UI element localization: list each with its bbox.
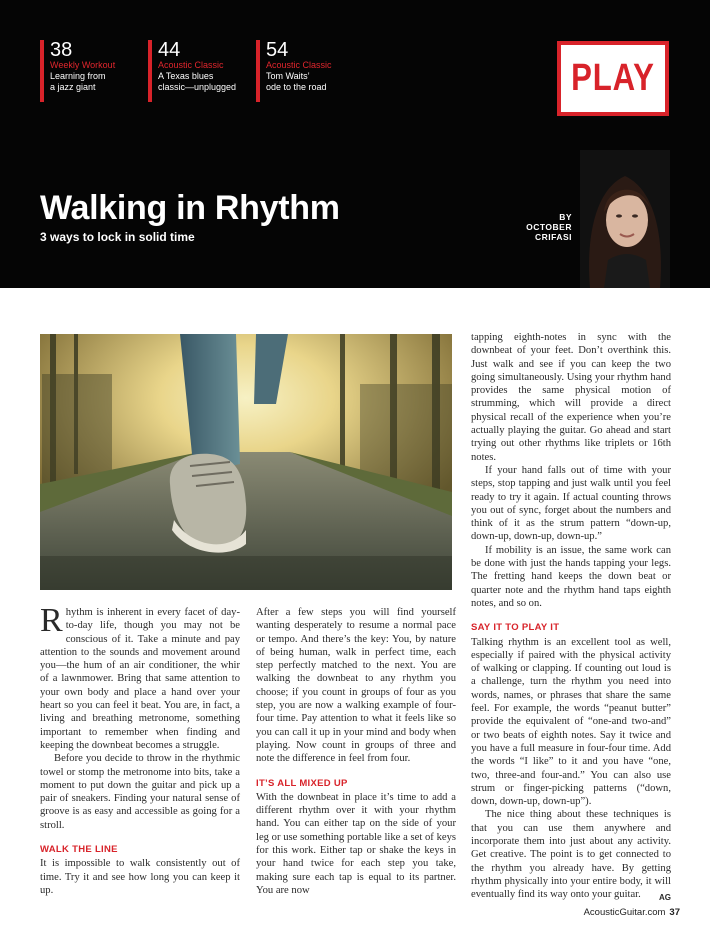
body-paragraph: [471, 808, 671, 901]
header-band: [0, 0, 710, 288]
teaser-page-number: 54: [266, 39, 289, 61]
teaser-category: Weekly Workout: [50, 60, 116, 70]
footer-site[interactable]: AcousticGuitar.com: [583, 907, 666, 918]
byline-by: BY: [559, 212, 572, 222]
author-portrait: [580, 150, 670, 288]
section-heading-its-all-mixed-up: IT’S ALL MIXED UP: [256, 777, 348, 789]
drop-cap: R: [40, 602, 63, 639]
page-number: 37: [669, 907, 680, 918]
teaser-description: ode to the road: [266, 82, 327, 92]
byline-first-name: OCTOBER: [526, 222, 572, 232]
body-paragraph: With the downbeat in place it’s time to add a different rhythm over it with your rhythm hand. You can either tap on the side of your leg or use something portable like a set of keys for this work. Either tap or shake the keys in your hand twice for each step you take, making sure each tap is equal to its partner. You are now: [256, 791, 456, 896]
end-mark: AG: [659, 893, 671, 903]
article-title: Walking in Rhythm: [40, 189, 340, 227]
teaser-44[interactable]: [148, 40, 253, 102]
body-paragraph: tapping eighth-notes in sync with the downbeat of your feet. Don’t overthink this. Just walk and see if you can keep the two going simultaneously. Using your rhythm hand provides the same physical motion of strumming, which will provide a direct physical recall of the experience when you’re actually playing the guitar. Go ahead and start trying out other rhythms like triplets or 16th notes.: [471, 332, 671, 463]
byline-last-name: CRIFASI: [534, 232, 572, 242]
body-paragraph: Talking rhythm is an excellent tool as well, especially if paired with the physical activity of walking or clapping. If counting out loud is a challenge, turn the rhythm you need into words, names, or phrases that share the same feel. For example, the words “peanut butter” provide the equivalent of “one-and two-and” or two beats of eighth notes. Say it twice and you have a full measure in four-four time. Add the words “I like” to it and you have “one, two, three-and four-and.” You can also use strum or finger-picking patterns (“down, down, down-up, down-up”).: [471, 636, 671, 808]
paragraph-text: hythm is inherent in every facet of day-to-day life, though you may not be conscious of it. Take a minute and pay attention to the sounds and movement around you—the hum of an air conditioner, the whir of a lawnmower. Bring that same attention to your own body and place a hand over your heart so you can feel it beat. You are, in fact, a living and breathing metronome, something important to remember when finding and keeping the downbeat becomes a struggle.: [40, 607, 240, 751]
section-label-text: PLAY: [571, 57, 655, 99]
section-heading-say-it-to-play-it: SAY IT TO PLAY IT: [471, 622, 560, 634]
article-photo-walking-sneakers: [40, 334, 452, 590]
body-paragraph: If your hand falls out of time with your steps, stop tapping and just walk until you feel ready to try it again. If actual counting throws you out of sync, forget about the numbers and think of it as the strum pattern “down-up, down-up, down-up, down-up.”: [471, 464, 671, 543]
teaser-page-number: 44: [158, 39, 181, 61]
body-paragraph: Before you decide to throw in the rhythmic towel or stomp the metronome into bits, take a moment to put down the guitar and pick up a pair of sneakers. Finding your natural sense of groove is as easy and accessible as going for a stroll.: [40, 753, 240, 831]
article-subtitle: 3 ways to lock in solid time: [40, 230, 195, 244]
body-paragraph: After a few steps you will find yourself wanting desperately to resume a normal pace or tempo. And there’s the key: You, by nature of being human, walk in perfect time, each step perfectly matched to the next. You are walking the downbeat to any rhythm you choose; if you count in groups of four as you step, you are now a walking example of four-four time. Pay attention to what it feels like so you can call it up in your mind and body when playing. Now count in groups of three and note the difference in feel from four.: [256, 607, 456, 765]
page-footer: [584, 907, 680, 918]
teaser-category: Acoustic Classic: [158, 60, 224, 70]
paragraph-text: The nice thing about these techniques is that you can use them anywhere and incorporate them into just about any activity. Get creative. The point is to get connected to the rhythm you already have. By getting rhythm physically into your entire body, it will eventually find its way onto your guitar.: [471, 809, 671, 901]
article-column-3: [471, 331, 671, 904]
teaser-54[interactable]: [256, 40, 361, 102]
teaser-description: a jazz giant: [50, 82, 96, 92]
teaser-38[interactable]: [40, 40, 145, 102]
byline: [490, 212, 572, 242]
body-paragraph: It is impossible to walk consistently out of time. Try it and see how long you can keep it up.: [40, 858, 240, 896]
teaser-description: Learning from: [50, 71, 106, 81]
teaser-category: Acoustic Classic: [266, 60, 332, 70]
author-portrait-illustration: [580, 150, 670, 288]
section-label: [557, 41, 669, 116]
teaser-description: A Texas blues: [158, 71, 214, 81]
section-heading-walk-the-line: WALK THE LINE: [40, 844, 118, 856]
teaser-description: classic—unplugged: [158, 82, 237, 92]
teaser-description: Tom Waits’: [266, 71, 310, 81]
article-column-2: [256, 606, 456, 897]
article-column-1: [40, 602, 240, 897]
walking-sneakers-illustration: [40, 334, 452, 590]
body-paragraph: [40, 602, 240, 752]
teaser-page-number: 38: [50, 39, 73, 61]
body-paragraph: If mobility is an issue, the same work can be done with just the hands tapping your legs. The fretting hand keeps the down beat or quarter note and the rhythm hand taps eighth notes, and so on.: [471, 544, 671, 609]
